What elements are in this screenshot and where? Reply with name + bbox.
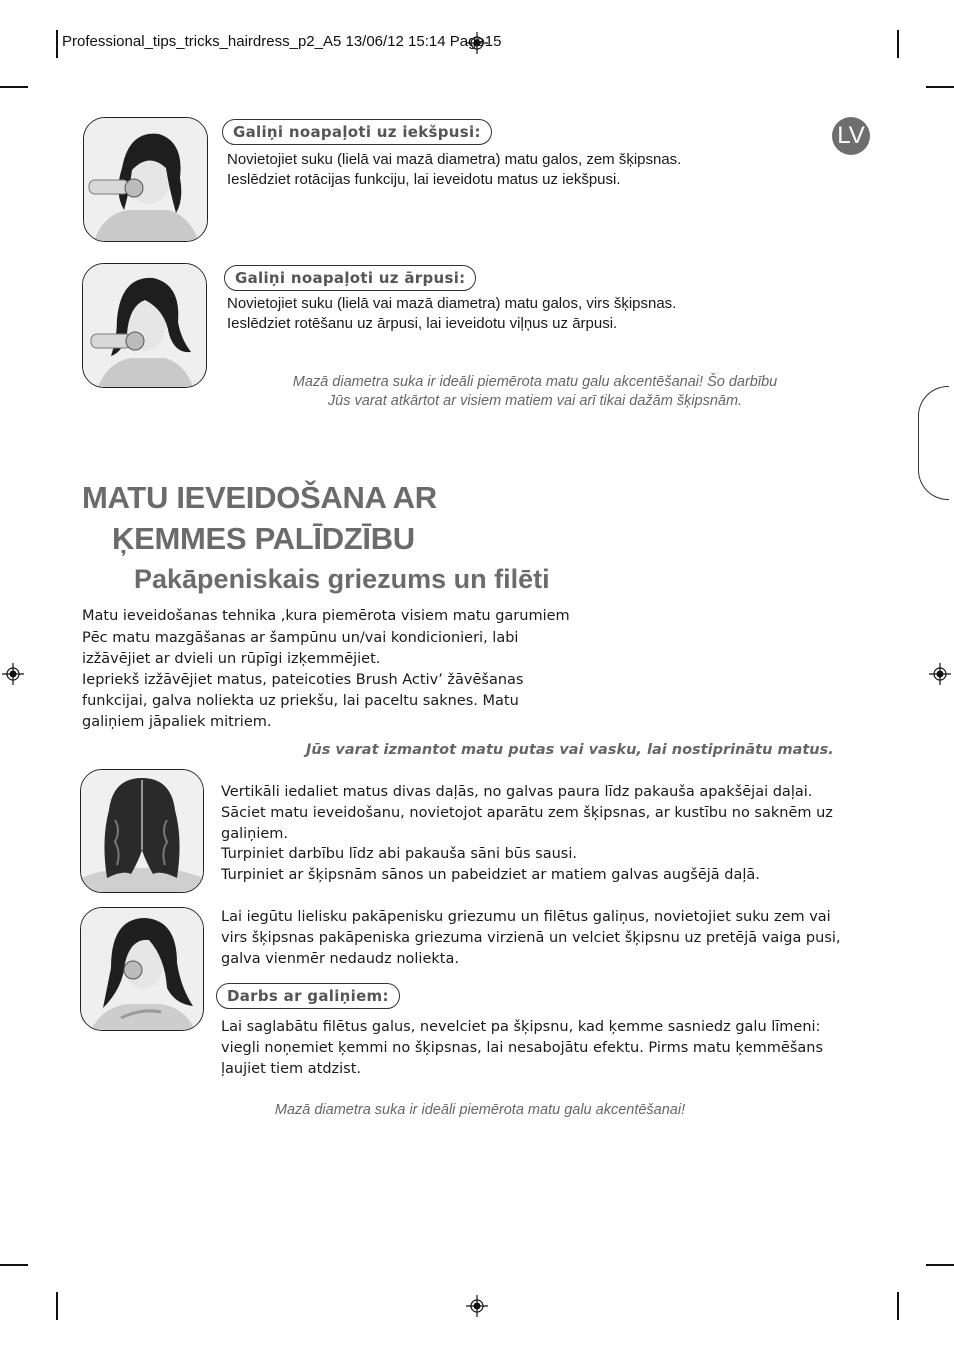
footer-tip-note: Mazā diametra suka ir ideāli piemērota matu galu akcentēšanai! <box>274 1102 686 1118</box>
crop-mark <box>897 1292 899 1320</box>
registration-mark-icon <box>466 1295 488 1317</box>
language-badge: LV <box>832 117 870 155</box>
tip-note: Jūs varat izmantot matu putas vai vasku, lai nostiprinātu matus. <box>306 742 834 758</box>
hair-layered-cut-photo <box>80 907 204 1031</box>
tip-note: Mazā diametra suka ir ideāli piemērota matu galu akcentēšanai! Šo darbību Jūs varat atkārtot ar visiem matiem vai arī tikai dažām šķipsnām. <box>292 374 778 409</box>
crop-mark <box>56 1292 58 1320</box>
crop-mark <box>897 30 899 58</box>
section-label: Galiņi noapaļoti uz iekšpusi: <box>222 119 492 145</box>
step-text: Lai iegūtu lielisku pakāpenisku griezumu un filētus galiņus, novietojiet suku zem vai virs šķipsnas pakāpeniska griezuma virzienā un velciet šķipsnu uz pretējā vaiga pusi, galva vienmēr nedaudz noliekta. <box>221 909 841 967</box>
side-tab-outline <box>918 386 949 500</box>
page-subtitle: Pakāpeniskais griezums un filēti <box>134 564 550 594</box>
section-label: Darbs ar galiņiem: <box>216 983 400 1009</box>
section-label: Galiņi noapaļoti uz ārpusi: <box>224 265 476 291</box>
page-title: ĶEMMES PALĪDZĪBU <box>112 521 415 556</box>
step-text: Vertikāli iedaliet matus divas daļās, no galvas paura līdz pakauša apakšējai daļai. Sāciet matu ieveidošanu, novietojot aparātu zem šķipsnas, ar kustību no saknēm uz galiņiem. Turpiniet darbību līdz abi pakauša sāni būs sausi. Turpiniet ar šķipsnām sānos un pabeidziet ar matiem galvas augšējā daļā. <box>221 784 833 884</box>
print-slug: Professional_tips_tricks_hairdress_p2_A5 13/06/12 15:14 Page15 <box>62 33 502 50</box>
hair-curl-inward-photo <box>83 117 208 242</box>
intro-paragraph: Matu ieveidošanas tehnika ,kura piemērota visiem matu garumiem Pēc matu mazgāšanas ar šampūnu un/vai kondicionieri, labi izžāvējiet ar dvieli un rūpīgi izķemmējiet. Iepriekš izžāvējiet matus, pateicoties Brush Activ’ žāvēšanas funkcijai, galva noliekta uz priekšu, lai paceltu saknes. Matu galiņiem jāpaliek mitriem. <box>82 608 570 730</box>
ends-text: Lai saglabātu filētus galus, nevelciet pa šķipsnu, kad ķemme sasniedz galu līmeni: viegli noņemiet ķemmi no šķipsnas, lai nesabojātu efektu. Pirms matu ķemmēšans ļaujiet tiem atdzist. <box>221 1019 824 1077</box>
hair-curl-outward-photo <box>82 263 207 388</box>
crop-mark <box>926 86 954 88</box>
page-title: MATU IEVEIDOŠANA AR <box>82 480 437 515</box>
crop-mark <box>0 1264 28 1266</box>
crop-mark <box>0 86 28 88</box>
registration-mark-icon <box>929 663 951 685</box>
crop-mark <box>926 1264 954 1266</box>
instruction-text: Novietojiet suku (lielā vai mazā diametra) matu galos, zem šķipsnas. Ieslēdziet rotācijas funkciju, lai ieveidotu matus uz iekšpusi. <box>227 151 682 188</box>
registration-mark-icon <box>2 663 24 685</box>
crop-mark <box>56 30 58 58</box>
instruction-text: Novietojiet suku (lielā vai mazā diametra) matu galos, virs šķipsnas. Ieslēdziet rotēšanu uz ārpusi, lai ieveidotu viļņus uz ārpusi. <box>227 295 677 332</box>
hair-sectioning-photo <box>80 769 204 893</box>
